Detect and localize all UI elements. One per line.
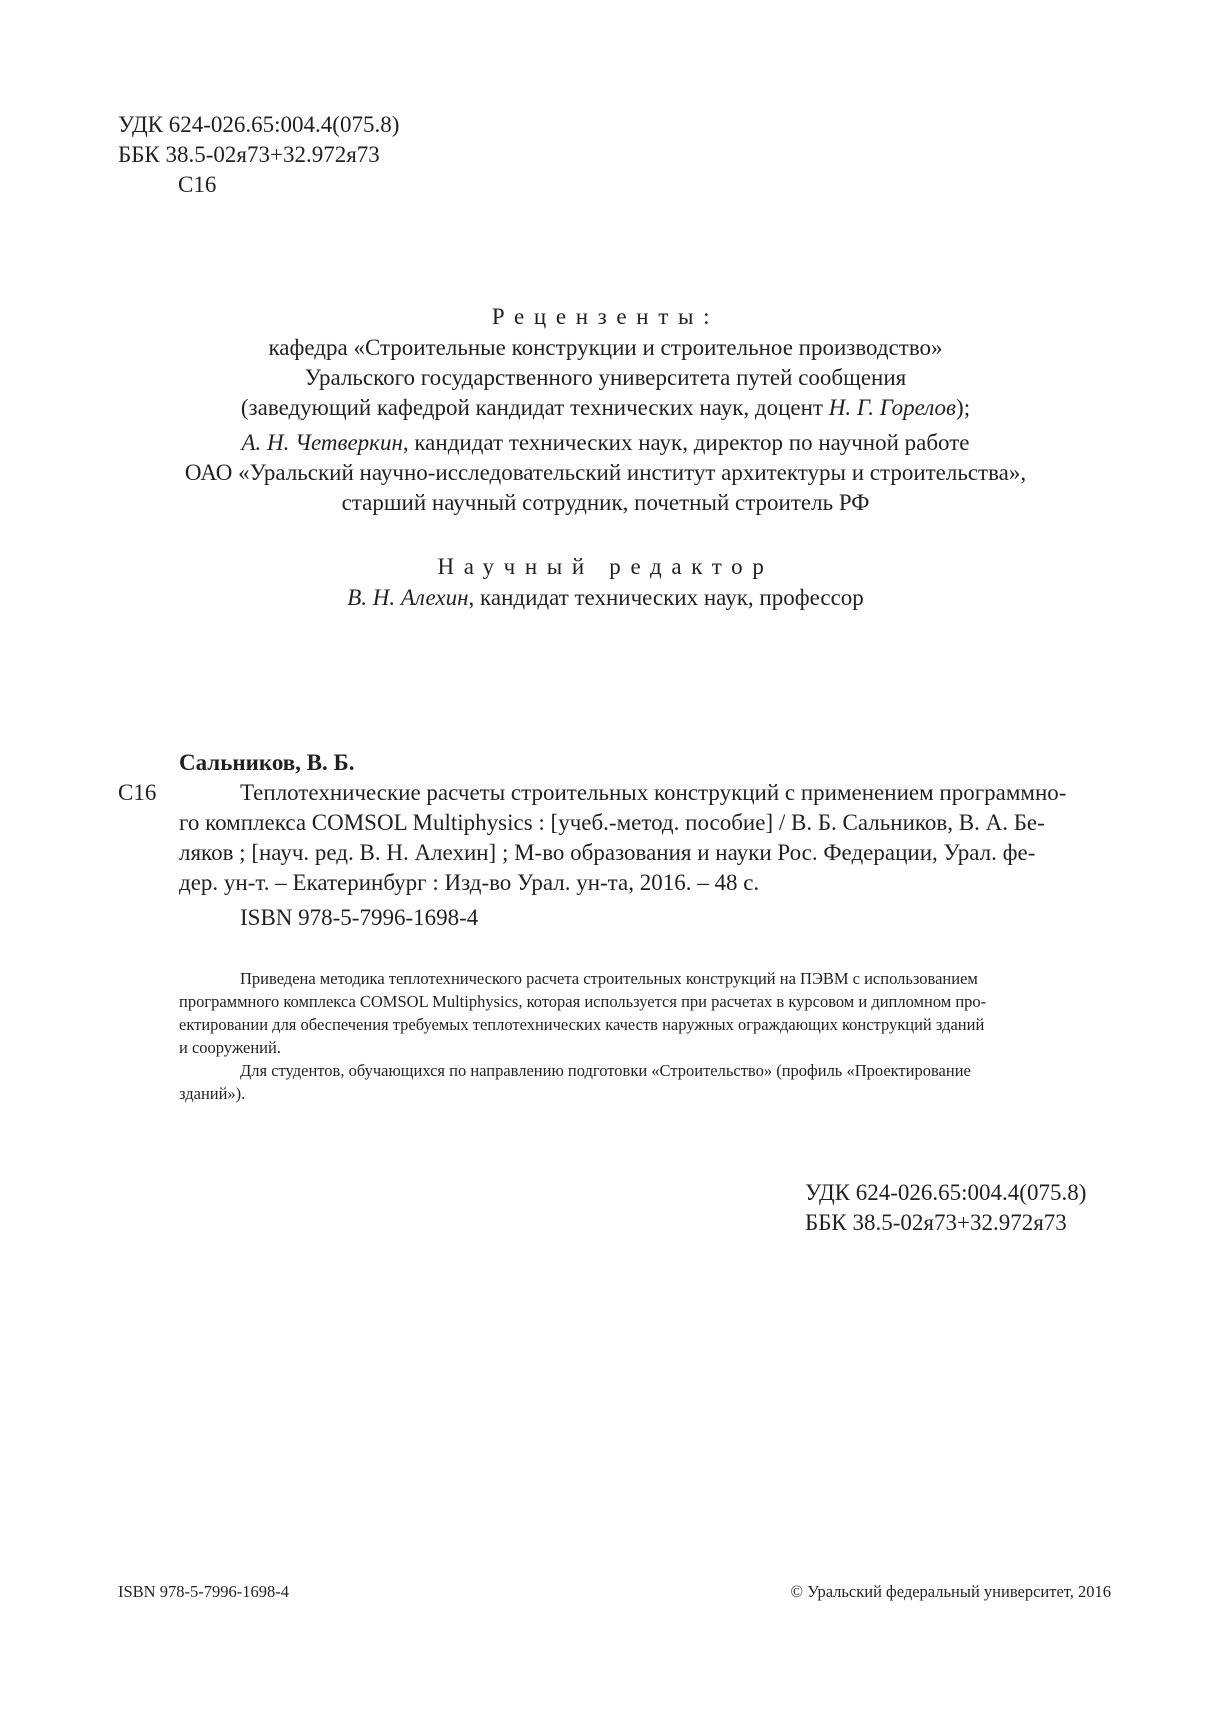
annotation-p1-line-1: Приведена методика теплотехнического расчета строительных конструкций на ПЭВМ с использованием <box>240 969 978 988</box>
bbk-bottom: ББК 38.5-02я73+32.972я73 <box>805 1210 1067 1235</box>
reviewers-line-3-end: ); <box>956 395 971 420</box>
reviewers-heading: Рецензенты: <box>491 304 720 329</box>
bib-line-4: дер. ун-т. – Екатеринбург : Изд-во Урал. ун-та, 2016. – 48 с. <box>179 870 760 895</box>
bbk-top: ББК 38.5-02я73+32.972я73 <box>118 142 380 167</box>
footer-copyright: © Уральский федеральный университет, 2016 <box>790 1582 1111 1601</box>
bib-line-2: го комплекса COMSOL Multiphysics : [учеб.-метод. пособие] / В. Б. Сальников, В. А. Бе- <box>179 810 1045 835</box>
udk-top: УДК 624-026.65:004.4(075.8) <box>118 112 400 137</box>
reviewer-name-chetverkin: А. Н. Четверкин <box>241 430 403 455</box>
udk-bottom: УДК 624-026.65:004.4(075.8) <box>805 1180 1087 1205</box>
annotation-p1-line-2: программного комплекса COMSOL Multiphysics, которая используется при расчетах в курсовом и дипломном про- <box>179 992 987 1011</box>
reviewers-line-4 <box>0 428 1211 458</box>
reviewers-line-4-text: , кандидат технических наук, директор по научной работе <box>402 430 970 455</box>
editor-heading: Научный редактор <box>437 554 774 579</box>
bib-line-1: Теплотехнические расчеты строительных конструкций с применением программно- <box>240 780 1067 805</box>
bib-author: Сальников, В. Б. <box>179 750 355 775</box>
annotation-p1-line-3: ектировании для обеспечения требуемых теплотехнических качеств наружных ограждающих конструкций зданий <box>179 1015 985 1034</box>
annotation-p2-line-1: Для студентов, обучающихся по направлению подготовки «Строительство» (профиль «Проектирование <box>240 1061 971 1080</box>
footer-isbn: ISBN 978-5-7996-1698-4 <box>118 1582 289 1601</box>
author-sign-top: С16 <box>178 172 217 197</box>
bib-isbn: ISBN 978-5-7996-1698-4 <box>240 905 479 930</box>
reviewers-line-3 <box>0 393 1211 423</box>
editor-name: В. Н. Алехин <box>347 585 469 610</box>
reviewers-line-6: старший научный сотрудник, почетный строитель РФ <box>341 490 870 515</box>
reviewers-line-5: ОАО «Уральский научно-исследовательский институт архитектуры и строительства», <box>184 460 1027 485</box>
reviewers-line-1: кафедра «Строительные конструкции и строительное производство» <box>268 335 943 360</box>
bib-sign: С16 <box>118 780 157 805</box>
editor-line <box>0 583 1211 613</box>
editor-title: , кандидат технических наук, профессор <box>468 585 864 610</box>
annotation-p2-line-2: зданий»). <box>179 1084 246 1103</box>
reviewers-line-2: Уральского государственного университета путей сообщения <box>304 365 907 390</box>
reviewers-line-3-text: (заведующий кафедрой кандидат технических наук, доцент <box>240 395 829 420</box>
annotation-p1-line-4: и сооружений. <box>179 1038 281 1057</box>
reviewer-name-gorelov: Н. Г. Горелов <box>828 395 957 420</box>
bib-line-3: ляков ; [науч. ред. В. Н. Алехин] ; М-во образования и науки Рос. Федерации, Урал. фе- <box>179 840 1036 865</box>
